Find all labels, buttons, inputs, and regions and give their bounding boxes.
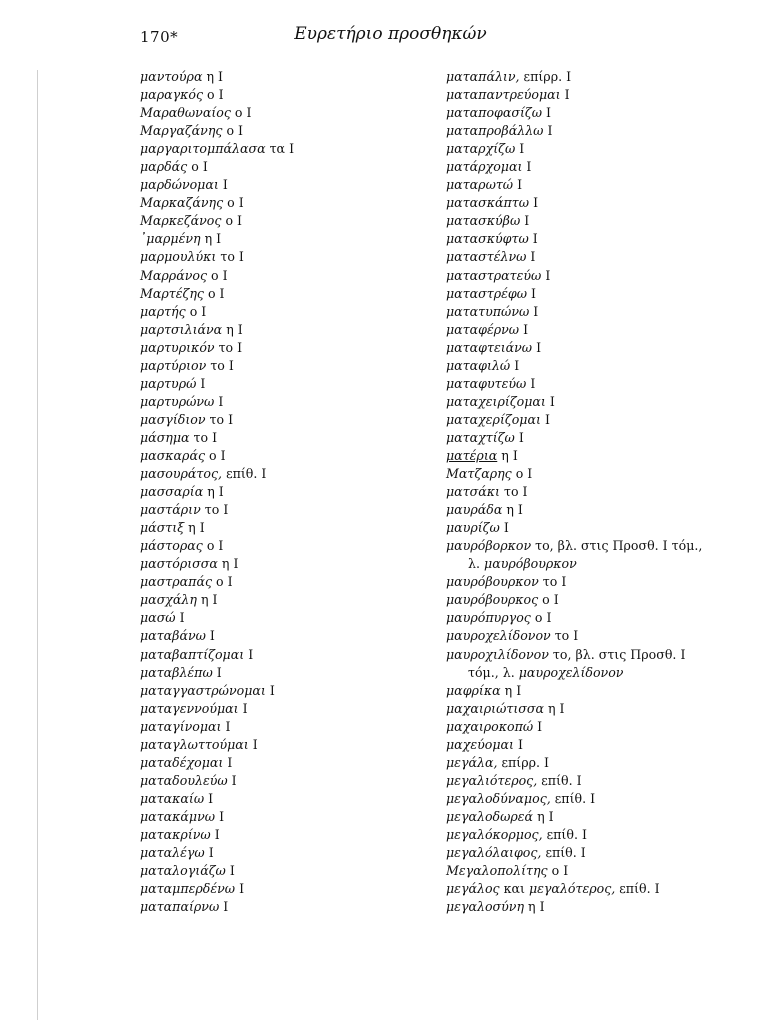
index-entry (446, 68, 746, 86)
headword: ματακαίω (140, 790, 205, 806)
grammar-note: η Ι (221, 556, 239, 572)
grammar-note: ο Ι (542, 592, 559, 608)
headword: μαυροχελίδονον (446, 628, 551, 644)
headword: μαρτής (140, 303, 186, 319)
grammar-note: Ι (546, 105, 551, 121)
index-entry (140, 375, 420, 393)
index-entry (140, 68, 420, 86)
headword: μαυρόβουρκος (446, 592, 539, 608)
index-entry (140, 736, 420, 754)
grammar-note: Ι (533, 303, 539, 319)
grammar-note: Ι (537, 718, 543, 734)
index-entry (446, 104, 746, 122)
grammar-note: Ι (223, 899, 229, 915)
headword: μασχάλη (140, 592, 197, 608)
grammar-note: Ι (209, 628, 215, 644)
grammar-note: το Ι (193, 429, 218, 445)
grammar-note: Ι (549, 393, 555, 409)
headword: μαχαιροκοπώ (446, 718, 534, 734)
page-title: Ευρετήριο προσθηκών (294, 24, 487, 44)
headword: ματασκάπτω (446, 195, 530, 211)
index-entry (446, 483, 746, 501)
grammar-note: Ι (208, 845, 214, 861)
grammar-note: ο Ι (189, 303, 207, 319)
grammar-note: τα Ι (269, 141, 295, 157)
index-entry (446, 844, 746, 862)
grammar-note: επίθ. Ι (546, 826, 587, 842)
index-entry (140, 230, 420, 248)
headword: ματαφιλώ (446, 357, 511, 373)
headword: ματαφυτεύω (446, 375, 527, 391)
index-entry (446, 664, 746, 682)
index-entry (140, 158, 420, 176)
headword: ματακρίνω (140, 826, 211, 842)
grammar-note: Ι (519, 141, 525, 157)
right-index-column (446, 68, 746, 916)
grammar-note: η Ι (501, 447, 518, 463)
grammar-note: ο Ι (211, 267, 228, 283)
index-entry (446, 212, 746, 230)
headword: μάστορας (140, 538, 203, 554)
headword: μαρδάς (140, 159, 188, 175)
headword: μαντούρα (140, 69, 203, 84)
headword: ματαγεννούμαι (140, 700, 239, 716)
headword: ματαπαντρεύομαι (446, 87, 561, 103)
index-entry (446, 429, 746, 447)
index-entry (446, 736, 746, 754)
headword: ματαστρέφω (446, 285, 527, 301)
index-entry (140, 591, 420, 609)
index-entry (140, 700, 420, 718)
index-entry (446, 230, 746, 248)
grammar-note: ο Ι (534, 610, 552, 626)
grammar-note: η Ι (206, 69, 224, 84)
index-entry (140, 86, 420, 104)
headword: μαυρόβουρκον (484, 556, 577, 572)
grammar-note: η Ι (506, 502, 523, 518)
headword: ματαβαπτίζομαι (140, 646, 245, 662)
index-entry (140, 573, 420, 591)
headword: ματαμπερδένω (140, 881, 236, 897)
index-entry (446, 501, 746, 519)
headword: ματαδουλεύω (140, 772, 228, 788)
headword: ματαλογιάζω (140, 863, 226, 879)
headword: μαχεύομαι (446, 736, 514, 752)
headword: ματσάκι (446, 484, 500, 500)
headword: Μαρκαζάνης (140, 195, 224, 211)
headword: μεγαλοδωρεά (446, 808, 534, 824)
grammar-note: Ι (222, 177, 228, 193)
index-entry (140, 682, 420, 700)
index-entry (446, 411, 746, 429)
page-number: 170* (140, 28, 179, 46)
headword: μεγαλόλαιφος, (446, 845, 542, 861)
index-entry (446, 375, 746, 393)
headword: ματαποφασίζω (446, 105, 542, 121)
index-entry (140, 754, 420, 772)
grammar-note: Ι (252, 736, 258, 752)
headword: μεγαλοδύναμος, (446, 790, 551, 806)
index-entry (140, 104, 420, 122)
index-entry (446, 627, 746, 645)
headword: μασγίδιον (140, 411, 206, 427)
index-entry (140, 555, 420, 573)
index-entry (140, 447, 420, 465)
index-entry (446, 321, 746, 339)
index-entry (446, 772, 746, 790)
headword: μασκαράς (140, 447, 206, 463)
grammar-note: το, βλ. στις Προσθ. Ι τόμ., (535, 538, 703, 554)
headword: μαστόρισσα (140, 556, 218, 572)
grammar-note: ο Ι (216, 574, 233, 590)
grammar-note: ο Ι (209, 447, 226, 463)
grammar-note: το Ι (220, 249, 244, 265)
headword: ματαρωτώ (446, 177, 514, 193)
grammar-note: Ι (219, 808, 225, 824)
index-entry (140, 411, 420, 429)
headword: μαργαριτομπάλασα (140, 141, 266, 157)
grammar-note: Ι (225, 718, 231, 734)
grammar-note: λ. (468, 556, 480, 572)
index-entry (446, 140, 746, 158)
index-entry (140, 339, 420, 357)
grammar-note: επίθ. Ι (554, 790, 596, 806)
headword: μαστάριν (140, 502, 201, 518)
index-entry (140, 140, 420, 158)
index-entry (446, 700, 746, 718)
grammar-note: το Ι (503, 484, 528, 500)
grammar-note: Ι (239, 881, 245, 897)
headword: ματαχτίζω (446, 429, 515, 445)
headword: ματαγγαστρώνομαι (140, 682, 266, 698)
index-entry (140, 808, 420, 826)
index-entry (140, 285, 420, 303)
grammar-note: Ι (547, 123, 553, 139)
headword: μαρμουλύκι (140, 249, 217, 265)
grammar-note: Ι (248, 646, 254, 662)
headword: ματαβλέπω (140, 664, 213, 680)
index-entry (446, 555, 746, 573)
index-entry (446, 176, 746, 194)
grammar-note: επίθ. Ι (541, 772, 582, 788)
index-entry (446, 537, 746, 555)
grammar-note: Ι (517, 177, 523, 193)
grammar-note: η Ι (200, 592, 218, 608)
grammar-note: το Ι (210, 357, 234, 373)
index-entry (140, 609, 420, 627)
index-entry (446, 86, 746, 104)
grammar-note: Ι (544, 411, 550, 427)
headword: Μαρκεζάνος (140, 213, 222, 229)
headword: ματαστρατεύω (446, 267, 542, 283)
grammar-note: Ι (536, 339, 542, 355)
grammar-note: Ι (517, 736, 523, 752)
headword: ματάρχομαι (446, 159, 523, 175)
grammar-note: τόμ., λ. (468, 664, 515, 680)
grammar-note: επίρρ. Ι (523, 69, 572, 84)
headword: μαρτσιλιάνα (140, 321, 223, 337)
grammar-note: το, βλ. στις Προσθ. Ι (552, 646, 686, 662)
index-entry (446, 682, 746, 700)
index-entry (140, 465, 420, 483)
headword: μαρτυρώ (140, 375, 197, 391)
grammar-note: η Ι (188, 520, 205, 536)
grammar-note: Ι (523, 321, 529, 337)
headword: Μαραθωναίος (140, 105, 231, 121)
headword: μαρτυρώνω (140, 393, 215, 409)
headword: ματέρια (446, 447, 498, 463)
grammar-note: ο Ι (227, 195, 244, 211)
headword: ματαδέχομαι (140, 754, 224, 770)
grammar-note: Ι (524, 213, 530, 229)
index-entry (140, 537, 420, 555)
headword: Μαργαζάνης (140, 123, 223, 139)
left-index-column (140, 68, 420, 916)
index-entry (446, 158, 746, 176)
index-entry (140, 393, 420, 411)
index-entry (446, 718, 746, 736)
index-entry (140, 357, 420, 375)
index-entry (446, 790, 746, 808)
headword: ματαφτειάνω (446, 339, 533, 355)
grammar-note: η Ι (537, 808, 554, 824)
grammar-note: ο Ι (206, 538, 224, 554)
index-entry (446, 357, 746, 375)
headword: μαχαιριώτισσα (446, 700, 544, 716)
grammar-note: η Ι (548, 700, 565, 716)
headword: ματαγίνομαι (140, 718, 222, 734)
index-entry (140, 790, 420, 808)
headword: ᾿μαρμένη (140, 231, 201, 247)
index-entry (140, 122, 420, 140)
grammar-note: ο Ι (234, 105, 252, 121)
headword: ματασκύφτω (446, 231, 529, 247)
index-entry (140, 519, 420, 537)
index-entry (446, 465, 746, 483)
grammar-note: το Ι (204, 502, 229, 518)
headword: μαρδώνομαι (140, 177, 219, 193)
index-entry (446, 339, 746, 357)
headword: ματατυπώνω (446, 303, 530, 319)
index-entry (446, 646, 746, 664)
grammar-note: Ι (269, 682, 275, 698)
index-entry (140, 826, 420, 844)
grammar-note: Ι (200, 375, 206, 391)
grammar-note: Ι (545, 267, 551, 283)
headword: μαυροχιλίδονον (446, 646, 549, 662)
headword: ματαπάλιν, (446, 69, 520, 84)
index-entry (446, 393, 746, 411)
grammar-note: Ι (214, 826, 220, 842)
headword: μασσαρία (140, 484, 204, 500)
grammar-note: Ι (227, 754, 233, 770)
index-entry (140, 194, 420, 212)
headword: μαραγκός (140, 87, 204, 103)
headword: μάσημα (140, 429, 190, 445)
index-entry (140, 664, 420, 682)
headword: μαυροχελίδονον (518, 664, 624, 680)
headword: ματαστέλνω (446, 249, 527, 265)
headword: μαυρόβορκον (446, 538, 532, 554)
grammar-note: Ι (526, 159, 532, 175)
grammar-note: Ι (532, 231, 538, 247)
index-entry (446, 303, 746, 321)
grammar-note: ο Ι (515, 466, 533, 482)
headword: μάστιξ (140, 520, 185, 536)
grammar-note: η Ι (204, 231, 222, 247)
headword: μασουράτος, (140, 466, 223, 482)
headword: μαρτυρικόν (140, 339, 215, 355)
headword: ματακάμνω (140, 808, 216, 824)
index-entry (140, 880, 420, 898)
headword: μαρτύριον (140, 357, 207, 373)
grammar-note: η Ι (226, 321, 243, 337)
index-entry (140, 321, 420, 339)
index-entry (140, 718, 420, 736)
headword: ματαρχίζω (446, 141, 516, 157)
index-entry (446, 194, 746, 212)
grammar-note: το Ι (209, 411, 234, 427)
grammar-note: η Ι (207, 484, 224, 500)
index-entry (140, 646, 420, 664)
index-entry (140, 267, 420, 285)
grammar-note: η Ι (504, 682, 522, 698)
index-entry (140, 844, 420, 862)
headword: ματαχειρίζομαι (446, 393, 546, 409)
index-entry (140, 772, 420, 790)
headword: ματαπαίρνω (140, 899, 220, 915)
headword: μαυρόπυργος (446, 610, 531, 626)
headword: μαστραπάς (140, 574, 212, 590)
index-entry (140, 176, 420, 194)
headword: ματαλέγω (140, 845, 205, 861)
grammar-note: Ι (531, 285, 536, 301)
scan-edge-line (37, 70, 38, 1020)
grammar-note: και (503, 881, 525, 897)
grammar-note: ο Ι (207, 285, 225, 301)
grammar-note: επίρρ. Ι (501, 754, 550, 770)
headword: ματαφέρνω (446, 321, 520, 337)
index-entry (140, 429, 420, 447)
grammar-note: Ι (229, 863, 235, 879)
index-entry (140, 898, 420, 916)
index-entry (446, 248, 746, 266)
grammar-note: επίθ. Ι (619, 881, 660, 897)
headword: μεγαλοσύνη (446, 899, 524, 915)
grammar-note: ο Ι (551, 863, 569, 879)
grammar-note: το Ι (218, 339, 243, 355)
index-entry (140, 627, 420, 645)
index-entry (446, 862, 746, 880)
index-entry (446, 122, 746, 140)
headword: ματαχερίζομαι (446, 411, 541, 427)
index-entry (140, 862, 420, 880)
index-entry (446, 826, 746, 844)
index-entry (140, 248, 420, 266)
grammar-note: Ι (218, 393, 224, 409)
index-entry (446, 591, 746, 609)
index-entry (446, 808, 746, 826)
grammar-note: το Ι (542, 574, 567, 590)
grammar-note: ο Ι (226, 123, 243, 139)
headword: μασώ (140, 610, 176, 626)
headword: μεγάλα, (446, 754, 498, 770)
grammar-note: το Ι (554, 628, 579, 644)
headword: μεγαλιότερος, (446, 772, 538, 788)
index-entry (446, 447, 746, 465)
grammar-note: επίθ. Ι (226, 466, 267, 482)
headword: μεγαλόκορμος, (446, 826, 543, 842)
index-entry (446, 573, 746, 591)
headword: μεγαλότερος, (528, 881, 616, 897)
grammar-note: Ι (530, 375, 536, 391)
headword: Μεγαλοπολίτης (446, 863, 548, 879)
grammar-note: επίθ. Ι (545, 845, 586, 861)
grammar-note: ο Ι (207, 87, 224, 103)
headword: ματαπροβάλλω (446, 123, 544, 139)
grammar-note: Ι (216, 664, 222, 680)
index-entry (446, 898, 746, 916)
index-entry (446, 880, 746, 898)
index-entry (446, 609, 746, 627)
index-entry (446, 285, 746, 303)
grammar-note: ο Ι (191, 159, 208, 175)
grammar-note: ο Ι (225, 213, 243, 229)
headword: μεγάλος (446, 881, 500, 897)
index-entry (140, 303, 420, 321)
grammar-note: Ι (208, 790, 214, 806)
headword: μαφρίκα (446, 682, 501, 698)
grammar-note: Ι (179, 610, 185, 626)
headword: Ματζαρης (446, 466, 512, 482)
index-entry (140, 483, 420, 501)
headword: ματασκύβω (446, 213, 521, 229)
grammar-note: η Ι (528, 899, 545, 915)
headword: ματαβάνω (140, 628, 206, 644)
grammar-note: Ι (518, 429, 524, 445)
headword: ματαγλωττούμαι (140, 736, 249, 752)
index-entry (140, 212, 420, 230)
grammar-note: Ι (242, 700, 248, 716)
index-entry (446, 519, 746, 537)
grammar-note: Ι (564, 87, 570, 103)
grammar-note: Ι (503, 520, 509, 536)
index-entry (446, 754, 746, 772)
headword: μαυρόβουρκον (446, 574, 539, 590)
grammar-note: Ι (533, 195, 539, 211)
grammar-note: Ι (530, 249, 536, 265)
grammar-note: Ι (231, 772, 237, 788)
headword: μαυράδα (446, 502, 503, 518)
index-entry (140, 501, 420, 519)
index-entry (446, 267, 746, 285)
headword: μαυρίζω (446, 520, 500, 536)
headword: Μαρράνος (140, 267, 208, 283)
headword: Μαρτέζης (140, 285, 204, 301)
grammar-note: Ι (514, 357, 520, 373)
